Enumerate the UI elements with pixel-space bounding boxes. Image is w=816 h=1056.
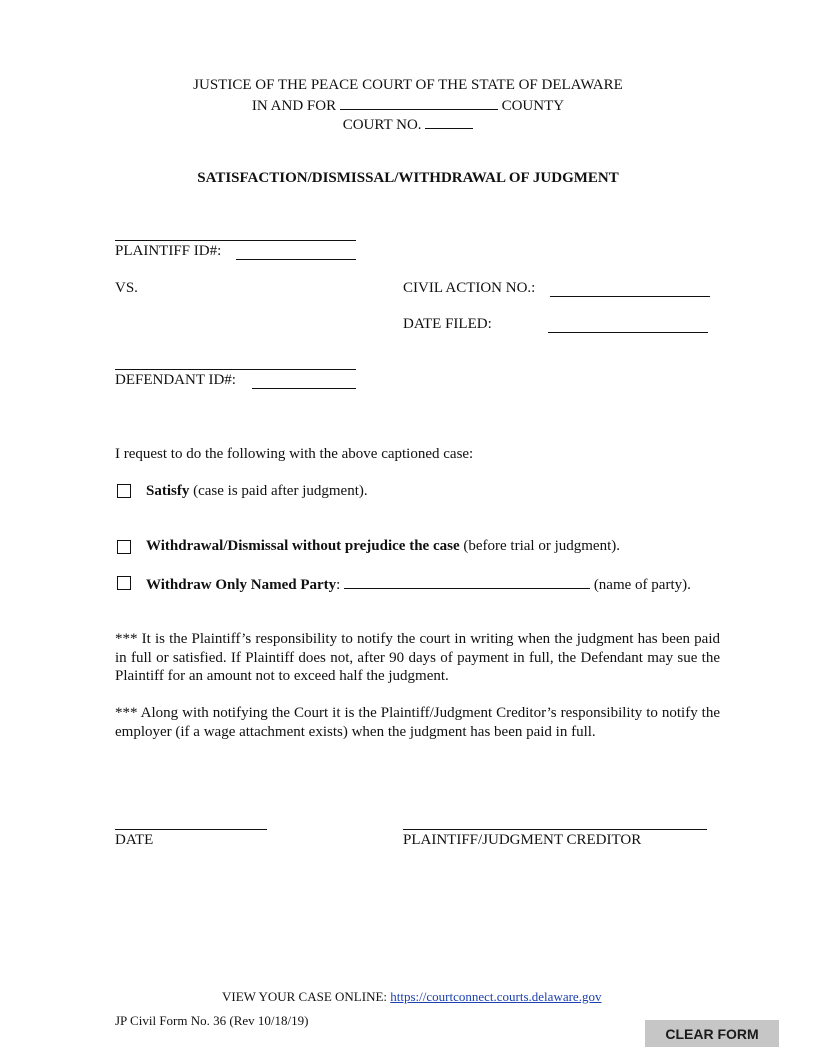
vs-label: VS. — [115, 280, 138, 296]
withdrawal-checkbox[interactable] — [117, 540, 131, 554]
civil-action-label: CIVIL ACTION NO.: — [403, 280, 536, 296]
plaintiff-id-row — [115, 243, 221, 260]
creditor-signature-label: PLAINTIFF/JUDGMENT CREDITOR — [403, 832, 642, 848]
satisfy-checkbox[interactable] — [117, 484, 131, 498]
withdrawal-option — [146, 538, 620, 555]
county-prefix: IN AND FOR — [251, 98, 337, 114]
withdrawal-bold-label: Withdrawal/Dismissal without prejudice the case — [146, 538, 460, 554]
creditor-signature-field[interactable] — [403, 829, 707, 830]
named-party-colon: : — [336, 577, 341, 593]
defendant-id-field[interactable] — [252, 388, 356, 389]
county-suffix: COUNTY — [501, 98, 565, 114]
withdrawal-description: (before trial or judgment). — [459, 538, 620, 554]
court-name: JUSTICE OF THE PEACE COURT OF THE STATE OF DELAWARE — [193, 77, 623, 93]
civil-action-field[interactable] — [550, 296, 710, 297]
satisfy-option — [146, 483, 368, 500]
form-number: JP Civil Form No. 36 (Rev 10/18/19) — [115, 1013, 309, 1028]
defendant-name-field[interactable] — [115, 369, 356, 370]
clear-form-button[interactable]: CLEAR FORM — [645, 1020, 779, 1047]
date-signature-label: DATE — [115, 832, 154, 848]
defendant-id-label: DEFENDANT ID#: — [115, 372, 236, 388]
view-online-label: VIEW YOUR CASE ONLINE: — [222, 989, 388, 1004]
notice-court-notification: *** It is the Plaintiff’s responsibility to notify the court in writing when the judgment has been paid in full or satisfied. If Plaintiff does not, after 90 days of payment in full, the Defendant may sue the Plaintiff for an amount not to exceed half the judgment. — [115, 631, 720, 684]
plaintiff-id-field[interactable] — [236, 259, 356, 260]
date-signature-field[interactable] — [115, 829, 267, 830]
county-field[interactable] — [340, 96, 498, 110]
notice-employer-notification: *** Along with notifying the Court it is the Plaintiff/Judgment Creditor’s responsibility to notify the employer (if a wage attachment exists) when the judgment has been paid in full. — [115, 705, 720, 740]
named-party-description: (name of party). — [590, 577, 691, 593]
named-party-bold-label: Withdraw Only Named Party — [146, 577, 337, 593]
county-line — [0, 96, 816, 115]
court-number-label: COURT NO. — [342, 117, 422, 133]
request-intro: I request to do the following with the above captioned case: — [115, 446, 474, 462]
date-filed-label: DATE FILED: — [403, 316, 492, 332]
form-title: SATISFACTION/DISMISSAL/WITHDRAWAL OF JUDGMENT — [197, 170, 619, 186]
named-party-checkbox[interactable] — [117, 576, 131, 590]
named-party-field[interactable] — [344, 575, 590, 589]
view-case-online — [222, 989, 601, 1005]
date-filed-field[interactable] — [548, 332, 708, 333]
court-number-line — [0, 115, 816, 134]
named-party-option — [146, 575, 691, 594]
plaintiff-id-label: PLAINTIFF ID#: — [115, 243, 222, 259]
satisfy-bold-label: Satisfy — [146, 483, 190, 499]
court-number-field[interactable] — [425, 115, 473, 129]
plaintiff-name-field[interactable] — [115, 240, 356, 241]
satisfy-description: (case is paid after judgment). — [189, 483, 368, 499]
courtconnect-link[interactable]: https://courtconnect.courts.delaware.gov — [390, 989, 602, 1004]
